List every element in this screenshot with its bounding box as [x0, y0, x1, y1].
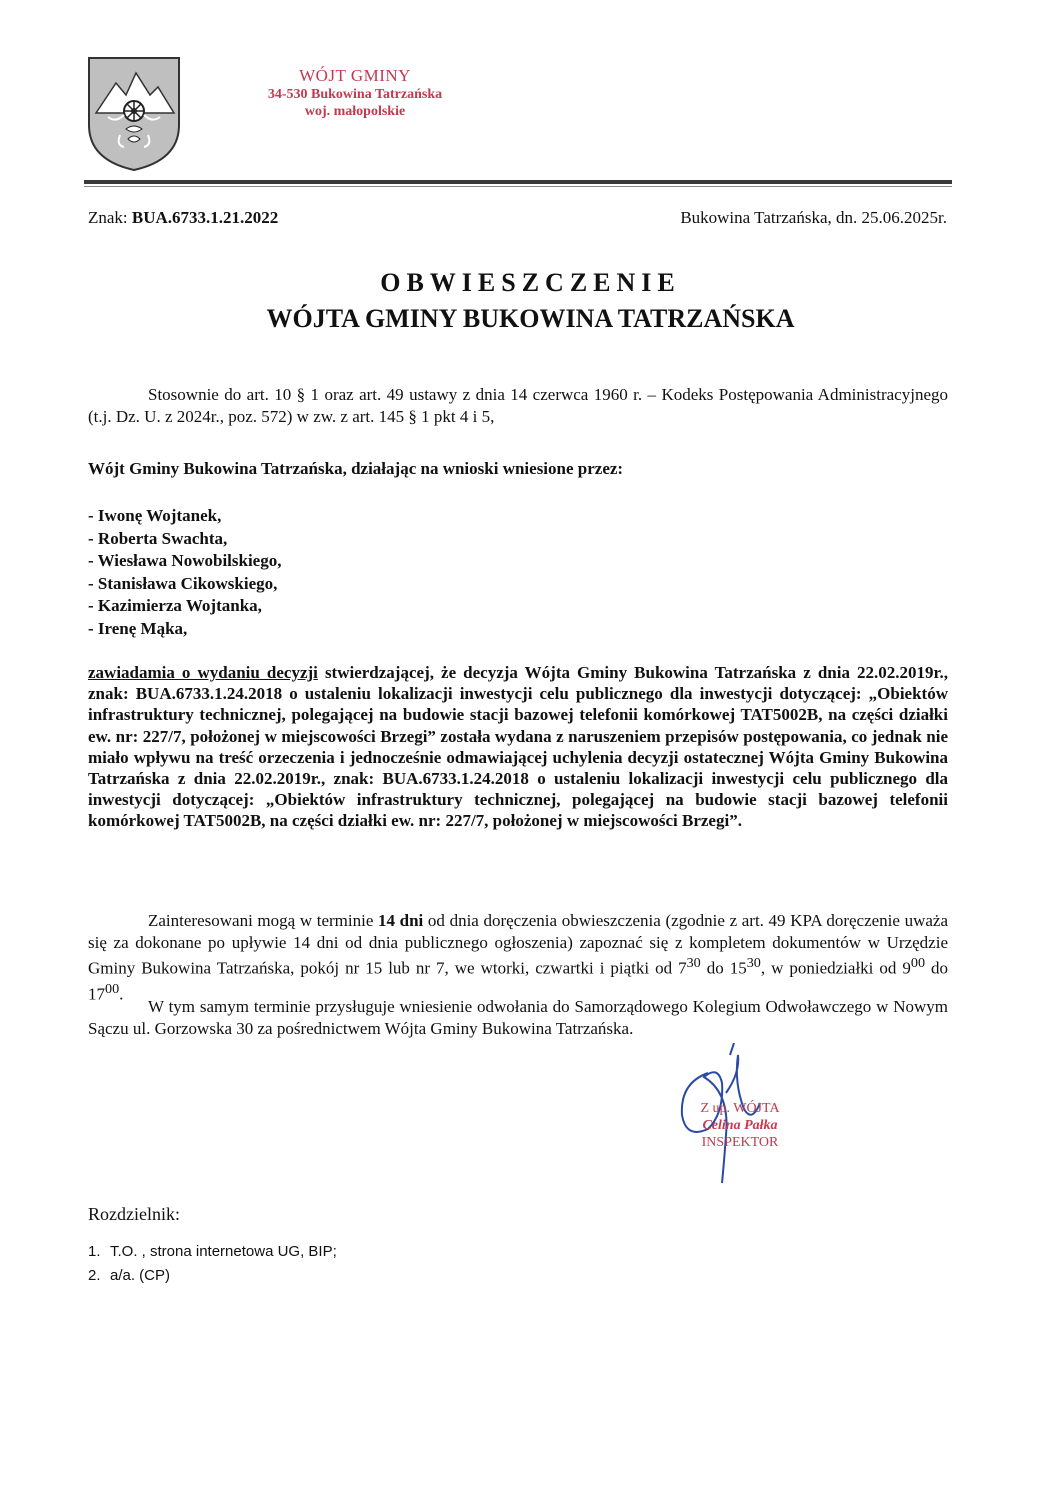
document-date: Bukowina Tatrzańska, dn. 25.06.2025r.	[680, 208, 947, 227]
coat-of-arms-icon	[86, 55, 182, 173]
list-item: - Roberta Swachta,	[88, 528, 228, 548]
item-text: a/a. (CP)	[110, 1267, 171, 1284]
signature-line-1: Z up. WÓJTA	[700, 1101, 780, 1116]
item-number: 1.	[88, 1243, 101, 1260]
list-item: - Kazimierza Wojtanka,	[88, 596, 262, 615]
reference-number	[88, 208, 278, 228]
access-text-b: od dnia doręczenia obwieszczenia (zgodnie z art. 49 KPA doręczenie uważa się za dokonane po upływie 14 dni od dnia publicznego ogłoszenia) zapoznać się z kompletem dokumentów w Urzędzie Gminy Bukowina Tatrzańska, pokój nr 15 lub nr 7, we wtorki, czwartki i piątki od 7	[88, 911, 948, 978]
header-divider-thin	[84, 186, 952, 187]
access-text-c: do 15	[700, 958, 747, 978]
access-text-f: .	[119, 984, 124, 1004]
item-number: 2.	[88, 1267, 101, 1284]
decision-paragraph	[88, 662, 948, 832]
time-sup: 30	[686, 955, 701, 971]
signature-block	[680, 1100, 800, 1151]
reference-value: BUA.6733.1.21.2022	[131, 208, 279, 227]
stamp-line-1: WÓJT GMINY	[299, 66, 411, 85]
access-text-d: , w poniedziałki od 9	[760, 958, 911, 978]
header-divider	[84, 180, 952, 184]
list-item	[88, 1264, 337, 1288]
time-sup: 00	[105, 981, 120, 998]
signature-name: Celina Pałka	[702, 1118, 778, 1133]
stamp-line-3: woj. małopolskie	[304, 104, 406, 119]
office-stamp	[240, 66, 470, 120]
list-item: - Iwonę Wojtanek,	[88, 506, 222, 525]
distribution-label: Rozdzielnik:	[88, 1204, 180, 1224]
access-text-a: Zainteresowani mogą w terminie	[148, 911, 379, 930]
deadline-days: 14 dni	[378, 911, 424, 930]
decision-notice-lead: zawiadamia o wydaniu decyzji	[88, 663, 318, 682]
access-paragraph	[88, 910, 948, 1005]
list-item: - Stanisława Cikowskiego,	[88, 573, 278, 593]
distribution-list	[88, 1240, 337, 1288]
reference-label: Znak:	[88, 208, 128, 227]
appeal-paragraph: W tym samym terminie przysługuje wniesienie odwołania do Samorządowego Kolegium Odwoławczego w Nowym Sączu ul. Gorzowska 30 za pośrednictwem Wójta Gminy Bukowina Tatrzańska.	[88, 997, 948, 1038]
list-item	[88, 1240, 337, 1264]
list-item: - Irenę Mąka,	[88, 618, 188, 638]
decision-text: stwierdzającej, że decyzja Wójta Gminy Bukowina Tatrzańska z dnia 22.02.2019r., znak: BUA.6733.1.24.2018 o ustaleniu lokalizacji inwestycji celu publicznego dla inwestycji dotyczącej: „Obiektów infrastruktury technicznej, polegającej na budowie stacji bazowej telefonii komórkowej TAT5002B, na części działki ew. nr: 227/7, położonej w miejscowości Brzegi” została wydana z naruszeniem przepisów postępowania, co jednak nie miało wpływu na treść orzeczenia i jednocześnie odmawiającej uchylenia decyzji ostatecznej Wójta Gminy Bukowina Tatrzańska z dnia 22.02.2019r., znak: BUA.6733.1.24.2018 o ustaleniu lokalizacji inwestycji celu publicznego dla inwestycji dotyczącej: „Obiektów infrastruktury technicznej, polegającej na budowie stacji bazowej telefonii komórkowej TAT5002B, na części działki ew. nr: 227/7, położonej w miejscowości Brzegi”.	[88, 663, 948, 831]
signature-role: INSPEKTOR	[701, 1135, 779, 1150]
time-sup: 00	[910, 955, 926, 971]
time-sup: 30	[746, 955, 761, 971]
document-subtitle: WÓJTA GMINY BUKOWINA TATRZAŃSKA	[266, 304, 795, 333]
applicants-intro: Wójt Gminy Bukowina Tatrzańska, działając na wnioski wniesione przez:	[88, 459, 624, 478]
item-text: T.O. , strona internetowa UG, BIP;	[110, 1243, 337, 1260]
applicants-list	[88, 505, 281, 640]
access-text-e: do 17	[88, 958, 948, 1004]
document-title: OBWIESZCZENIE	[380, 268, 681, 297]
legal-basis-paragraph: Stosownie do art. 10 § 1 oraz art. 49 ustawy z dnia 14 czerwca 1960 r. – Kodeks Postępowania Administracyjnego (t.j. Dz. U. z 2024r., poz. 572) w zw. z art. 145 § 1 pkt 4 i 5,	[88, 385, 948, 426]
stamp-line-2: 34-530 Bukowina Tatrzańska	[267, 87, 443, 102]
list-item: - Wiesława Nowobilskiego,	[88, 551, 282, 570]
